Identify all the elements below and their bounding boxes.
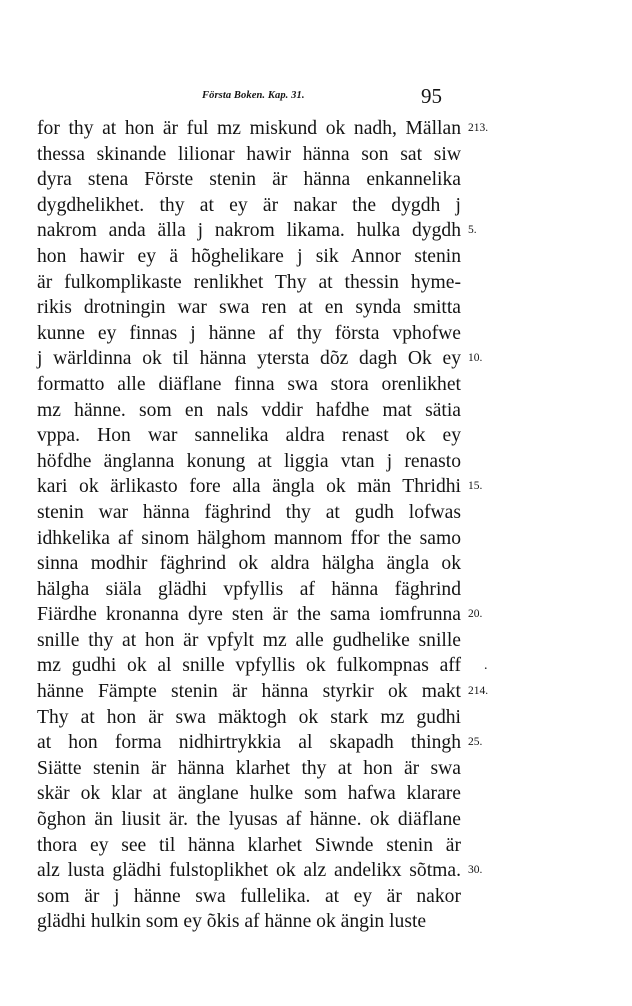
text-line [37, 730, 483, 756]
text-line [37, 705, 461, 731]
line-text: höfdhe änglanna konung at liggia vtan j renasto [37, 450, 461, 472]
text-line [37, 526, 461, 552]
line-text: kari ok ärlikasto fore alla ängla ok män Thridhi [37, 476, 461, 498]
line-text: stenin war hänna fäghrind thy at gudh lofwas [37, 501, 461, 523]
text-line [37, 807, 461, 833]
text-line [37, 474, 483, 500]
line-text: mz hänne. som en nals vddir hafdhe mat sätia [37, 399, 461, 421]
text-line [37, 193, 461, 219]
text-line [37, 884, 461, 910]
text-line [37, 781, 461, 807]
line-text: dygdhelikhet. thy at ey är nakar the dygdh j [37, 194, 461, 216]
line-text: mz gudhi ok al snille vpfyllis ok fulkompnas aff [37, 655, 461, 677]
margin-line-number: 214. [468, 685, 489, 698]
margin-line-number: 10. [468, 352, 483, 365]
text-line [37, 398, 461, 424]
line-text: glädhi hulkin som ey õkis af hänne ok ängin luste [37, 911, 427, 933]
line-text: snille thy at hon är vpfylt mz alle gudhelike snille [37, 629, 461, 651]
margin-line-number: 30. [468, 864, 483, 877]
line-text: skär ok klar at änglane hulke som hafwa klarare [37, 783, 461, 805]
text-line [37, 142, 461, 168]
line-text: at hon forma nidhirtrykkia al skapadh thingh [37, 732, 461, 754]
text-line [37, 372, 461, 398]
running-title: Första Boken. Kap. 31. [202, 90, 305, 101]
text-line [37, 218, 477, 244]
text-line [37, 270, 461, 296]
text-line [37, 551, 461, 577]
line-text: thessa skinande lilionar hawir hänna son sat siw [37, 143, 461, 165]
text-line [37, 244, 461, 270]
line-text: kunne ey finnas j hänne af thy första vphofwe [37, 322, 461, 344]
line-text: idhkelika af sinom hälghom mannom ffor the samo [37, 527, 461, 549]
text-line [37, 858, 483, 884]
text-line [37, 321, 461, 347]
text-line [37, 909, 461, 935]
line-text: sinna modhir fäghrind ok aldra hälgha ängla ok [37, 553, 461, 575]
line-text: hänne Fämpte stenin är hänna styrkir ok makt [37, 681, 461, 703]
line-text: är fulkomplikaste renlikhet Thy at thessin hyme- [37, 271, 461, 293]
line-text: rikis drotningin war swa ren at en synda smitta [37, 297, 461, 319]
text-line [37, 756, 461, 782]
margin-line-number: 213. [468, 122, 489, 134]
line-text: som är j hänne swa fullelika. at ey är nakor [37, 885, 461, 907]
line-text: Siätte stenin är hänna klarhet thy at hon är swa [37, 757, 461, 779]
text-line [37, 500, 461, 526]
line-text: Thy at hon är swa mäktogh ok stark mz gudhi [37, 706, 461, 728]
line-text: Fiärdhe kronanna dyre sten är the sama iomfrunna [37, 604, 461, 626]
text-line [37, 167, 461, 193]
line-text: nakrom anda älla j nakrom likama. hulka dygdh [37, 220, 461, 242]
text-line [37, 116, 489, 142]
text-line [37, 577, 461, 603]
line-text: vppa. Hon war sannelika aldra renast ok ey [37, 425, 461, 447]
line-text: formatto alle diäflane finna swa stora orenlikhet [37, 373, 461, 395]
margin-line-number: 25. [468, 736, 483, 749]
text-line [37, 295, 461, 321]
line-text: dyra stena Förste stenin är hänna enkannelika [37, 169, 461, 191]
running-head [0, 84, 632, 108]
line-text: hon hawir ey ä hõghelikare j sik Annor stenin [37, 245, 461, 267]
line-text: hälgha siäla glädhi vpfyllis af hänna fäghrind [37, 578, 461, 600]
line-text: j wärldinna ok til hänna ytersta dõz dagh Ok ey [37, 348, 461, 370]
text-line [37, 602, 483, 628]
line-text: alz lusta glädhi fulstoplikhet ok alz andelikx sõtma. [37, 860, 461, 882]
text-line [37, 628, 461, 654]
margin-line-number: 5. [468, 224, 477, 237]
text-line [37, 449, 461, 475]
body-text [37, 116, 489, 935]
page-number: 95 [421, 84, 442, 108]
line-text: õghon än liusit är. the lyusas af hänne. ok diäflane [37, 809, 461, 831]
margin-line-number: 20. [468, 608, 483, 621]
margin-line-number: . [484, 658, 488, 674]
margin-line-number: 15. [468, 480, 483, 493]
text-line [37, 346, 483, 372]
text-line [37, 423, 461, 449]
text-line [37, 679, 489, 705]
line-text: for thy at hon är ful mz miskund ok nadh, Mällan [37, 118, 461, 139]
line-text: thora ey see til hänna klarhet Siwnde stenin är [37, 834, 461, 856]
text-line [37, 833, 461, 859]
text-line [37, 653, 488, 679]
